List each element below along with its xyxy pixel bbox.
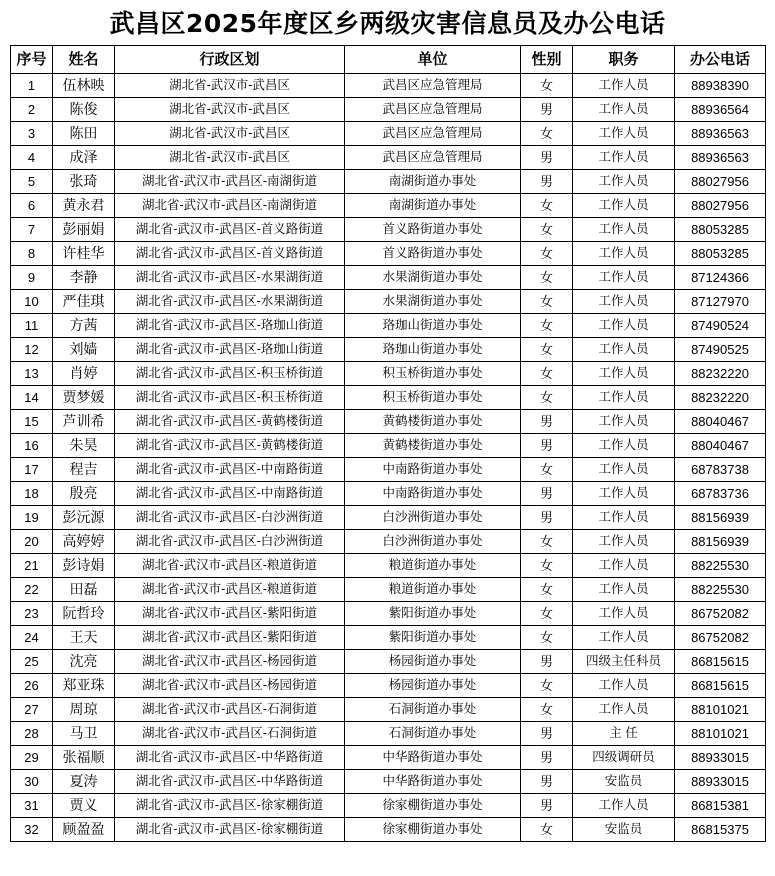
cell-unit: 白沙洲街道办事处 [345,530,521,554]
column-header-gender: 性别 [521,46,573,74]
cell-phone: 68783738 [675,458,766,482]
cell-name: 许桂华 [53,242,115,266]
table-row [11,338,766,362]
cell-index: 16 [11,434,53,458]
cell-index: 6 [11,194,53,218]
cell-gender: 女 [521,530,573,554]
cell-phone: 88101021 [675,698,766,722]
cell-gender: 女 [521,386,573,410]
cell-post: 工作人员 [573,314,675,338]
cell-unit: 武昌区应急管理局 [345,74,521,98]
cell-phone: 88225530 [675,578,766,602]
cell-phone: 88232220 [675,362,766,386]
cell-post: 安监员 [573,818,675,842]
cell-phone: 88053285 [675,218,766,242]
cell-unit: 紫阳街道办事处 [345,602,521,626]
cell-gender: 女 [521,698,573,722]
cell-unit: 首义路街道办事处 [345,242,521,266]
cell-index: 15 [11,410,53,434]
cell-region: 湖北省-武汉市-武昌区 [115,98,345,122]
cell-phone: 68783736 [675,482,766,506]
cell-index: 20 [11,530,53,554]
cell-name: 陈田 [53,122,115,146]
cell-post: 工作人员 [573,434,675,458]
cell-post: 工作人员 [573,194,675,218]
cell-gender: 男 [521,722,573,746]
cell-unit: 积玉桥街道办事处 [345,386,521,410]
table-row [11,410,766,434]
cell-region: 湖北省-武汉市-武昌区-徐家棚街道 [115,794,345,818]
cell-region: 湖北省-武汉市-武昌区-首义路街道 [115,242,345,266]
table-row [11,818,766,842]
cell-gender: 女 [521,218,573,242]
cell-name: 田磊 [53,578,115,602]
cell-gender: 男 [521,98,573,122]
cell-unit: 白沙洲街道办事处 [345,506,521,530]
roster-table [10,45,766,842]
cell-region: 湖北省-武汉市-武昌区-中南路街道 [115,458,345,482]
cell-phone: 88156939 [675,506,766,530]
cell-unit: 武昌区应急管理局 [345,122,521,146]
cell-name: 顾盈盈 [53,818,115,842]
cell-phone: 88027956 [675,194,766,218]
cell-index: 8 [11,242,53,266]
cell-region: 湖北省-武汉市-武昌区-徐家棚街道 [115,818,345,842]
cell-name: 殷亮 [53,482,115,506]
table-row [11,314,766,338]
cell-index: 31 [11,794,53,818]
cell-post: 工作人员 [573,554,675,578]
cell-unit: 石洞街道办事处 [345,722,521,746]
cell-name: 彭沅源 [53,506,115,530]
table-row [11,698,766,722]
cell-index: 28 [11,722,53,746]
cell-name: 贾义 [53,794,115,818]
cell-index: 7 [11,218,53,242]
cell-post: 工作人员 [573,458,675,482]
cell-name: 刘嫱 [53,338,115,362]
cell-phone: 88936563 [675,146,766,170]
cell-post: 工作人员 [573,98,675,122]
cell-post: 工作人员 [573,530,675,554]
cell-phone: 88040467 [675,434,766,458]
cell-region: 湖北省-武汉市-武昌区-珞珈山街道 [115,338,345,362]
cell-index: 12 [11,338,53,362]
cell-phone: 88936564 [675,98,766,122]
cell-unit: 徐家棚街道办事处 [345,818,521,842]
cell-gender: 女 [521,242,573,266]
cell-gender: 女 [521,362,573,386]
table-row [11,290,766,314]
cell-gender: 男 [521,410,573,434]
table-row [11,218,766,242]
table-row [11,242,766,266]
cell-region: 湖北省-武汉市-武昌区-石洞街道 [115,698,345,722]
cell-gender: 男 [521,770,573,794]
cell-unit: 水果湖街道办事处 [345,290,521,314]
cell-phone: 86815375 [675,818,766,842]
cell-name: 彭丽娟 [53,218,115,242]
table-row [11,554,766,578]
cell-phone: 87127970 [675,290,766,314]
cell-name: 马卫 [53,722,115,746]
cell-name: 郑亚珠 [53,674,115,698]
cell-post: 工作人员 [573,626,675,650]
cell-unit: 杨园街道办事处 [345,674,521,698]
cell-gender: 女 [521,458,573,482]
cell-region: 湖北省-武汉市-武昌区-杨园街道 [115,650,345,674]
cell-index: 3 [11,122,53,146]
cell-name: 伍林映 [53,74,115,98]
cell-post: 工作人员 [573,362,675,386]
cell-name: 朱昊 [53,434,115,458]
table-row [11,746,766,770]
cell-gender: 男 [521,794,573,818]
cell-index: 27 [11,698,53,722]
cell-gender: 女 [521,314,573,338]
cell-post: 工作人员 [573,410,675,434]
cell-post: 四级主任科员 [573,650,675,674]
cell-phone: 88938390 [675,74,766,98]
cell-region: 湖北省-武汉市-武昌区-白沙洲街道 [115,506,345,530]
cell-phone: 88232220 [675,386,766,410]
cell-gender: 女 [521,602,573,626]
cell-name: 程吉 [53,458,115,482]
cell-unit: 徐家棚街道办事处 [345,794,521,818]
cell-region: 湖北省-武汉市-武昌区-水果湖街道 [115,266,345,290]
cell-phone: 88040467 [675,410,766,434]
cell-region: 湖北省-武汉市-武昌区-南湖街道 [115,170,345,194]
table-row [11,362,766,386]
cell-index: 17 [11,458,53,482]
cell-index: 13 [11,362,53,386]
cell-region: 湖北省-武汉市-武昌区-黄鹤楼街道 [115,434,345,458]
cell-post: 工作人员 [573,602,675,626]
cell-gender: 女 [521,290,573,314]
cell-gender: 女 [521,818,573,842]
cell-post: 工作人员 [573,674,675,698]
cell-unit: 珞珈山街道办事处 [345,314,521,338]
cell-name: 王天 [53,626,115,650]
cell-region: 湖北省-武汉市-武昌区-中华路街道 [115,770,345,794]
cell-index: 1 [11,74,53,98]
table-row [11,146,766,170]
cell-unit: 黄鹤楼街道办事处 [345,434,521,458]
cell-region: 湖北省-武汉市-武昌区 [115,146,345,170]
cell-gender: 女 [521,578,573,602]
cell-phone: 88933015 [675,770,766,794]
cell-unit: 珞珈山街道办事处 [345,338,521,362]
table-row [11,674,766,698]
cell-name: 李静 [53,266,115,290]
cell-gender: 男 [521,482,573,506]
cell-phone: 86752082 [675,626,766,650]
cell-gender: 男 [521,170,573,194]
cell-region: 湖北省-武汉市-武昌区-紫阳街道 [115,626,345,650]
cell-gender: 女 [521,554,573,578]
cell-region: 湖北省-武汉市-武昌区-中南路街道 [115,482,345,506]
cell-phone: 87490524 [675,314,766,338]
cell-post: 工作人员 [573,578,675,602]
cell-unit: 南湖街道办事处 [345,170,521,194]
cell-phone: 88156939 [675,530,766,554]
cell-region: 湖北省-武汉市-武昌区-杨园街道 [115,674,345,698]
cell-index: 25 [11,650,53,674]
cell-unit: 武昌区应急管理局 [345,98,521,122]
cell-index: 22 [11,578,53,602]
cell-phone: 88225530 [675,554,766,578]
cell-name: 夏涛 [53,770,115,794]
cell-index: 19 [11,506,53,530]
cell-gender: 女 [521,122,573,146]
cell-region: 湖北省-武汉市-武昌区-南湖街道 [115,194,345,218]
cell-gender: 男 [521,434,573,458]
cell-name: 周琼 [53,698,115,722]
cell-phone: 86815615 [675,674,766,698]
column-header-post: 职务 [573,46,675,74]
table-row [11,626,766,650]
table-row [11,650,766,674]
table-row [11,170,766,194]
table-body [11,74,766,842]
cell-region: 湖北省-武汉市-武昌区-中华路街道 [115,746,345,770]
cell-phone: 88053285 [675,242,766,266]
cell-name: 肖婷 [53,362,115,386]
cell-index: 2 [11,98,53,122]
cell-post: 工作人员 [573,506,675,530]
cell-index: 21 [11,554,53,578]
cell-post: 工作人员 [573,794,675,818]
cell-gender: 女 [521,626,573,650]
cell-phone: 86815381 [675,794,766,818]
cell-unit: 中华路街道办事处 [345,770,521,794]
cell-region: 湖北省-武汉市-武昌区-积玉桥街道 [115,362,345,386]
cell-index: 9 [11,266,53,290]
cell-name: 芦训希 [53,410,115,434]
page-title: 武昌区2025年度区乡两级灾害信息员及办公电话 [109,9,666,38]
cell-gender: 男 [521,746,573,770]
table-row [11,74,766,98]
cell-phone: 86752082 [675,602,766,626]
cell-unit: 南湖街道办事处 [345,194,521,218]
cell-gender: 女 [521,194,573,218]
cell-name: 张琦 [53,170,115,194]
cell-post: 工作人员 [573,482,675,506]
cell-index: 10 [11,290,53,314]
cell-gender: 男 [521,506,573,530]
column-header-unit: 单位 [345,46,521,74]
table-row [11,458,766,482]
column-header-index: 序号 [11,46,53,74]
cell-region: 湖北省-武汉市-武昌区-黄鹤楼街道 [115,410,345,434]
table-row [11,602,766,626]
cell-name: 沈亮 [53,650,115,674]
cell-name: 彭诗娟 [53,554,115,578]
cell-name: 黄永君 [53,194,115,218]
table-row [11,386,766,410]
cell-post: 工作人员 [573,74,675,98]
table-row [11,98,766,122]
cell-post: 四级调研员 [573,746,675,770]
cell-gender: 男 [521,650,573,674]
cell-unit: 积玉桥街道办事处 [345,362,521,386]
cell-name: 贾梦媛 [53,386,115,410]
cell-phone: 88933015 [675,746,766,770]
cell-phone: 88027956 [675,170,766,194]
column-header-phone: 办公电话 [675,46,766,74]
cell-region: 湖北省-武汉市-武昌区-珞珈山街道 [115,314,345,338]
cell-index: 29 [11,746,53,770]
cell-post: 工作人员 [573,242,675,266]
cell-region: 湖北省-武汉市-武昌区-粮道街道 [115,554,345,578]
table-row [11,770,766,794]
cell-unit: 黄鹤楼街道办事处 [345,410,521,434]
table-row [11,506,766,530]
cell-unit: 首义路街道办事处 [345,218,521,242]
cell-post: 工作人员 [573,122,675,146]
cell-name: 陈俊 [53,98,115,122]
cell-phone: 88101021 [675,722,766,746]
cell-index: 30 [11,770,53,794]
cell-name: 阮哲玲 [53,602,115,626]
cell-post: 工作人员 [573,338,675,362]
cell-gender: 女 [521,74,573,98]
cell-name: 张福顺 [53,746,115,770]
column-header-region: 行政区划 [115,46,345,74]
column-header-name: 姓名 [53,46,115,74]
table-header-row [11,46,766,74]
cell-post: 工作人员 [573,170,675,194]
cell-phone: 87490525 [675,338,766,362]
cell-post: 工作人员 [573,218,675,242]
cell-post: 工作人员 [573,698,675,722]
cell-gender: 女 [521,674,573,698]
cell-index: 32 [11,818,53,842]
cell-phone: 88936563 [675,122,766,146]
cell-gender: 男 [521,146,573,170]
table-row [11,482,766,506]
cell-index: 18 [11,482,53,506]
cell-unit: 石洞街道办事处 [345,698,521,722]
cell-index: 23 [11,602,53,626]
cell-gender: 女 [521,338,573,362]
table-row [11,122,766,146]
cell-index: 4 [11,146,53,170]
cell-unit: 紫阳街道办事处 [345,626,521,650]
cell-region: 湖北省-武汉市-武昌区-粮道街道 [115,578,345,602]
cell-region: 湖北省-武汉市-武昌区 [115,122,345,146]
cell-post: 工作人员 [573,266,675,290]
cell-phone: 86815615 [675,650,766,674]
cell-region: 湖北省-武汉市-武昌区-白沙洲街道 [115,530,345,554]
cell-index: 5 [11,170,53,194]
cell-unit: 中南路街道办事处 [345,482,521,506]
cell-unit: 中南路街道办事处 [345,458,521,482]
table-row [11,794,766,818]
cell-post: 工作人员 [573,290,675,314]
cell-phone: 87124366 [675,266,766,290]
cell-name: 成泽 [53,146,115,170]
cell-unit: 粮道街道办事处 [345,578,521,602]
cell-index: 24 [11,626,53,650]
table-row [11,722,766,746]
table-row [11,266,766,290]
cell-post: 工作人员 [573,386,675,410]
cell-unit: 水果湖街道办事处 [345,266,521,290]
cell-name: 方茜 [53,314,115,338]
cell-unit: 中华路街道办事处 [345,746,521,770]
cell-region: 湖北省-武汉市-武昌区-积玉桥街道 [115,386,345,410]
cell-post: 工作人员 [573,146,675,170]
cell-unit: 杨园街道办事处 [345,650,521,674]
cell-gender: 女 [521,266,573,290]
table-row [11,194,766,218]
cell-index: 14 [11,386,53,410]
cell-post: 主 任 [573,722,675,746]
cell-region: 湖北省-武汉市-武昌区-紫阳街道 [115,602,345,626]
cell-index: 11 [11,314,53,338]
table-row [11,434,766,458]
cell-name: 高婷婷 [53,530,115,554]
cell-region: 湖北省-武汉市-武昌区-水果湖街道 [115,290,345,314]
table-row [11,578,766,602]
cell-unit: 武昌区应急管理局 [345,146,521,170]
table-row [11,530,766,554]
cell-index: 26 [11,674,53,698]
cell-region: 湖北省-武汉市-武昌区-石洞街道 [115,722,345,746]
cell-region: 湖北省-武汉市-武昌区 [115,74,345,98]
cell-post: 安监员 [573,770,675,794]
cell-name: 严佳琪 [53,290,115,314]
cell-region: 湖北省-武汉市-武昌区-首义路街道 [115,218,345,242]
cell-unit: 粮道街道办事处 [345,554,521,578]
